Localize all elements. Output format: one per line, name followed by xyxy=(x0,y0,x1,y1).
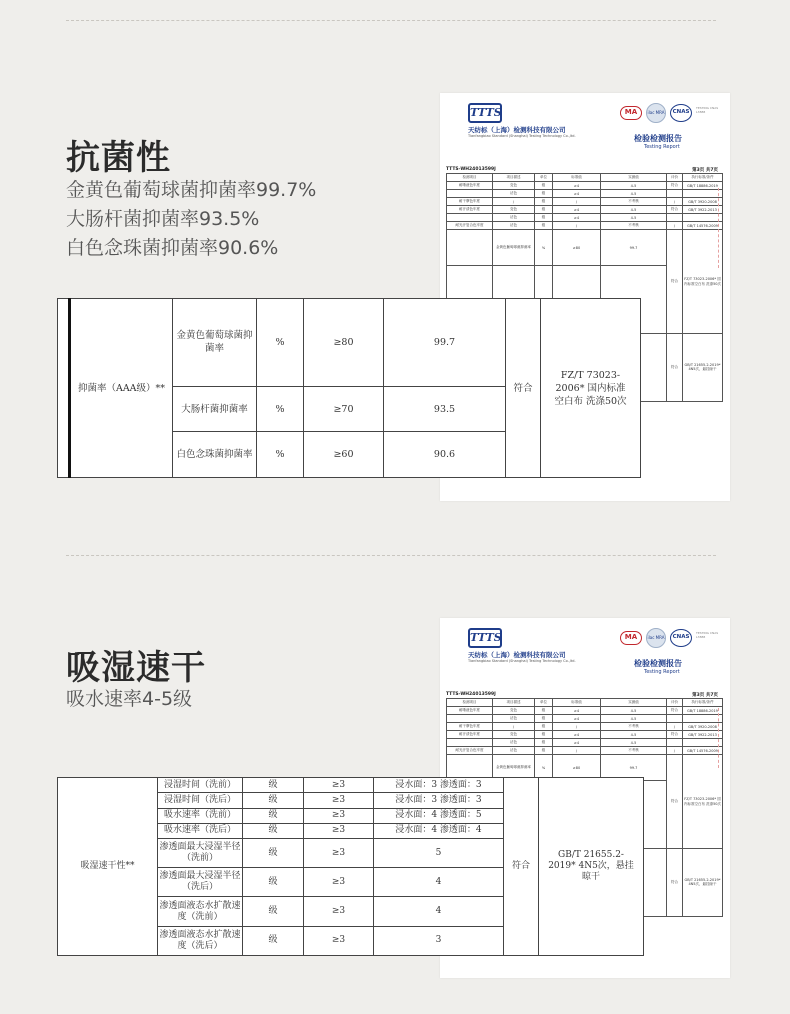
accreditation-marks xyxy=(620,628,720,650)
report-row: 沾色 级 ≥4 4-5 xyxy=(447,739,723,747)
report-row: 符合 GB/T 21655.2-2019* 4N5次，悬挂晾干 xyxy=(447,334,723,402)
report-row: 耐干摩色牢度 / 级 / 不考核 / GB/T 3920-2008 xyxy=(447,198,723,206)
table-row xyxy=(58,778,644,793)
unit: 级 xyxy=(243,778,304,793)
report-row: 符合 GB/T 21655.2-2019* 4N5次，悬挂晾干 xyxy=(447,849,723,917)
report-page: 第3页 共7页 xyxy=(692,693,718,698)
unit: % xyxy=(257,386,304,432)
summary-line: 白色念珠菌抑菌率90.6% xyxy=(66,237,279,259)
standard-value: ≥3 xyxy=(304,839,374,868)
cnas-mark-icon: CNAS xyxy=(670,629,692,647)
report-row: 沾色 级 ≥4 4-5 xyxy=(447,190,723,198)
report-row: 沾色 级 ≥4 4-5 xyxy=(447,715,723,723)
report-title-en: Testing Report xyxy=(644,144,680,150)
divider-middle xyxy=(66,555,716,556)
ilac-mark-icon: ilac MRA xyxy=(646,628,666,648)
report-header-row: 检测项目 项目描述 单位 标准值 实测值 评价 执行标准/条件 xyxy=(447,174,723,182)
report-row: 耐干摩色牢度 / 级 / 不考核 / GB/T 3920-2008 xyxy=(447,723,723,731)
test-item: 抑菌率（AAA级）** xyxy=(70,299,173,478)
report-row: 耐汗渍色牢度 变色 级 ≥4 4-5 符合 GB/T 3922-2013 xyxy=(447,731,723,739)
unit: 级 xyxy=(243,793,304,808)
measured-value: 4 xyxy=(374,868,504,897)
sub-item: 渗透面最大浸湿半径（洗后） xyxy=(158,868,243,897)
standard-value: ≥3 xyxy=(304,868,374,897)
report-row: 耐唾液色牢度 变色 级 ≥4 4-5 符合 GB/T 18886-2019 xyxy=(447,707,723,715)
standard-value: ≥70 xyxy=(304,386,384,432)
measured-value: 浸水面：4 渗透面：5 xyxy=(374,808,504,823)
summary-line: 金黄色葡萄球菌抑菌率99.7% xyxy=(66,179,317,201)
measured-value: 5 xyxy=(374,839,504,868)
unit: 级 xyxy=(243,808,304,823)
cnas-mark-caption: TESTING CNAS L3888 xyxy=(696,631,719,639)
standard-value: ≥3 xyxy=(304,926,374,955)
report-header-row: 检测项目 项目描述 单位 标准值 实测值 评价 执行标准/条件 xyxy=(447,699,723,707)
sub-item: 吸水速率（洗前） xyxy=(158,808,243,823)
accreditation-marks xyxy=(620,103,720,125)
sub-item: 浸湿时间（洗前） xyxy=(158,778,243,793)
sub-item: 金黄色葡萄球菌抑菌率 xyxy=(173,299,257,387)
test-standard: GB/T 21655.2-2019* 4N5次，悬挂晾干 xyxy=(539,778,644,956)
sub-item: 大肠杆菌抑菌率 xyxy=(173,386,257,432)
standard-value: ≥3 xyxy=(304,793,374,808)
ma-mark-icon: MA xyxy=(620,106,642,120)
report-title: 检验检测报告 xyxy=(634,659,682,668)
test-standard: FZ/T 73023-2006* 国内标准空白布 洗涤50次 xyxy=(541,299,641,478)
table-row xyxy=(58,299,641,387)
report-company: 天纺标（上海）检测科技有限公司 xyxy=(468,651,566,659)
seal-stamp-edge xyxy=(718,708,728,768)
report-row: 耐光汗复合色牢度 沾色 级 / 不考核 / GB/T 14576-2009 xyxy=(447,747,723,755)
unit: 级 xyxy=(243,868,304,897)
sub-item: 白色念珠菌抑菌率 xyxy=(173,432,257,478)
measured-value: 93.5 xyxy=(384,386,506,432)
sub-item: 浸湿时间（洗后） xyxy=(158,793,243,808)
sub-item: 渗透面最大浸湿半径（洗前） xyxy=(158,839,243,868)
seal-stamp-edge xyxy=(718,188,728,268)
evaluation: 符合 xyxy=(504,778,539,956)
report-company-en: Tianfangbiao Standard (Shanghai) Testing Technology Co.,ltd. xyxy=(468,659,576,663)
report-number: TTTS-WH24013599J xyxy=(446,692,496,697)
unit: 级 xyxy=(243,926,304,955)
report-row: 耐唾液色牢度 变色 级 ≥4 4-5 符合 GB/T 18886-2019 xyxy=(447,182,723,190)
summary-line: 大肠杆菌抑菌率93.5% xyxy=(66,208,260,230)
ilac-mark-icon: ilac MRA xyxy=(646,103,666,123)
sub-item: 渗透面液态水扩散速度（洗前） xyxy=(158,897,243,926)
test-item: 吸湿速干性** xyxy=(58,778,158,956)
measured-value: 3 xyxy=(374,926,504,955)
measured-value: 浸水面：3 渗透面：3 xyxy=(374,778,504,793)
evaluation: 符合 xyxy=(506,299,541,478)
antibacterial-summary xyxy=(66,176,316,263)
antibacterial-result-table xyxy=(57,298,641,478)
unit: 级 xyxy=(243,823,304,838)
divider-top xyxy=(66,20,716,21)
report-title-en: Testing Report xyxy=(644,669,680,675)
unit: 级 xyxy=(243,897,304,926)
unit: 级 xyxy=(243,839,304,868)
standard-value: ≥3 xyxy=(304,778,374,793)
ttts-logo: TTTS xyxy=(468,103,502,123)
ma-mark-icon: MA xyxy=(620,631,642,645)
ttts-logo: TTTS xyxy=(468,628,502,648)
moisture-result-table xyxy=(57,777,644,956)
cnas-mark-icon: CNAS xyxy=(670,104,692,122)
standard-value: ≥3 xyxy=(304,897,374,926)
standard-value: ≥3 xyxy=(304,823,374,838)
standard-value: ≥3 xyxy=(304,808,374,823)
report-row: 耐汗渍色牢度 变色 级 ≥4 4-5 符合 GB/T 3922-2013 xyxy=(447,206,723,214)
standard-value: ≥80 xyxy=(304,299,384,387)
cnas-mark-caption: TESTING CNAS L3888 xyxy=(696,106,719,114)
measured-value: 90.6 xyxy=(384,432,506,478)
standard-value: ≥60 xyxy=(304,432,384,478)
report-page: 第3页 共7页 xyxy=(692,168,718,173)
report-row: 沾色 级 ≥4 4-5 xyxy=(447,214,723,222)
measured-value: 4 xyxy=(374,897,504,926)
unit: % xyxy=(257,432,304,478)
report-row: 金黄色葡萄球菌抑菌率 % ≥80 99.7 符合 FZ/T 73023-2006* 国内标准空白布 洗涤50次 xyxy=(447,755,723,781)
unit: % xyxy=(257,299,304,387)
report-row: 耐光汗复合色牢度 沾色 级 / 不考核 / GB/T 14576-2009 xyxy=(447,222,723,230)
section-title-antibacterial: 抗菌性 xyxy=(66,138,171,178)
report-number: TTTS-WH24013599J xyxy=(446,167,496,172)
report-company: 天纺标（上海）检测科技有限公司 xyxy=(468,126,566,134)
report-title: 检验检测报告 xyxy=(634,134,682,143)
measured-value: 浸水面：4 渗透面：4 xyxy=(374,823,504,838)
measured-value: 浸水面：3 渗透面：3 xyxy=(374,793,504,808)
summary-line: 吸水速率4-5级 xyxy=(66,688,193,710)
sub-item: 渗透面液态水扩散速度（洗后） xyxy=(158,926,243,955)
report-company-en: Tianfangbiao Standard (Shanghai) Testing Technology Co.,ltd. xyxy=(468,134,576,138)
sub-item: 吸水速率（洗后） xyxy=(158,823,243,838)
measured-value: 99.7 xyxy=(384,299,506,387)
report-row: 金黄色葡萄球菌抑菌率 % ≥80 99.7 符合 FZ/T 73023-2006* 国内标准空白布 洗涤50次 xyxy=(447,230,723,266)
section-title-moisture: 吸湿速干 xyxy=(66,648,206,688)
moisture-summary xyxy=(66,685,192,714)
